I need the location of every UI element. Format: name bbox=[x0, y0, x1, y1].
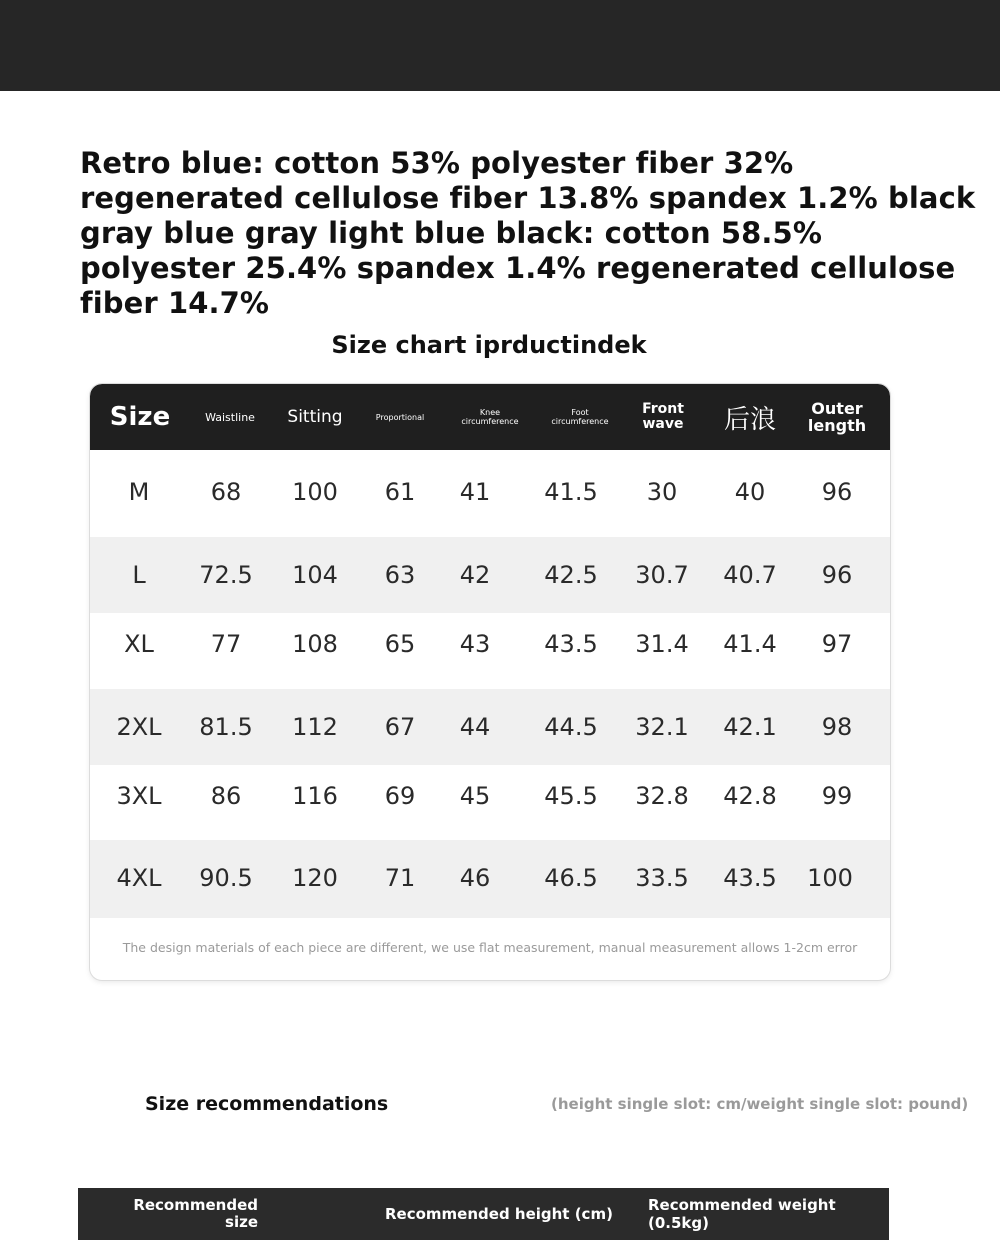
table-cell: 40.7 bbox=[723, 561, 777, 589]
table-cell: 69 bbox=[384, 782, 416, 810]
header-recommended-height: Recommended height (cm) bbox=[385, 1205, 613, 1223]
table-cell: 43.5 bbox=[544, 630, 598, 658]
table-cell: 44 bbox=[459, 713, 491, 741]
size-cell: 2XL bbox=[116, 713, 162, 741]
table-cell: 99 bbox=[821, 782, 853, 810]
table-cell: 32.1 bbox=[635, 713, 689, 741]
header-waistline: Waistline bbox=[205, 410, 255, 424]
table-cell: 112 bbox=[292, 713, 338, 741]
table-cell: 45.5 bbox=[544, 782, 598, 810]
table-row bbox=[90, 758, 890, 834]
table-cell: 30.7 bbox=[635, 561, 689, 589]
table-row bbox=[90, 606, 890, 682]
table-cell: 63 bbox=[384, 561, 416, 589]
table-cell: 42 bbox=[459, 561, 491, 589]
table-cell: 96 bbox=[821, 478, 853, 506]
table-cell: 120 bbox=[292, 864, 338, 892]
recommendation-table-header bbox=[78, 1188, 889, 1240]
table-cell: 41.5 bbox=[544, 478, 598, 506]
table-cell: 41.4 bbox=[723, 630, 777, 658]
size-chart-header bbox=[90, 384, 890, 450]
size-cell: 4XL bbox=[116, 864, 162, 892]
table-cell: 98 bbox=[821, 713, 853, 741]
table-cell: 43.5 bbox=[723, 864, 777, 892]
header-back-wave: 后浪 bbox=[723, 404, 776, 435]
header-front-wave: Front wave bbox=[642, 401, 684, 432]
table-cell: 100 bbox=[807, 864, 853, 892]
header-recommended-size: Recommended size bbox=[133, 1196, 258, 1231]
table-cell: 108 bbox=[292, 630, 338, 658]
table-row bbox=[90, 454, 890, 530]
table-cell: 97 bbox=[821, 630, 853, 658]
table-row bbox=[90, 840, 890, 918]
size-chart-card bbox=[90, 384, 890, 980]
size-cell: L bbox=[132, 561, 146, 589]
size-cell: 3XL bbox=[116, 782, 162, 810]
table-cell: 42.5 bbox=[544, 561, 598, 589]
table-cell: 43 bbox=[459, 630, 491, 658]
size-chart-title: Size chart iprductindek bbox=[331, 331, 647, 359]
table-cell: 46.5 bbox=[544, 864, 598, 892]
table-cell: 72.5 bbox=[199, 561, 253, 589]
top-dark-banner bbox=[0, 0, 1000, 91]
header-knee-circumference: Knee circumference bbox=[461, 408, 519, 426]
table-cell: 45 bbox=[459, 782, 491, 810]
table-cell: 77 bbox=[210, 630, 242, 658]
header-outer-length: Outer length bbox=[807, 399, 867, 435]
table-cell: 30 bbox=[646, 478, 678, 506]
table-cell: 90.5 bbox=[199, 864, 253, 892]
table-cell: 71 bbox=[384, 864, 416, 892]
table-cell: 42.1 bbox=[723, 713, 777, 741]
table-cell: 67 bbox=[384, 713, 416, 741]
table-cell: 86 bbox=[210, 782, 242, 810]
table-cell: 96 bbox=[821, 561, 853, 589]
table-cell: 31.4 bbox=[635, 630, 689, 658]
table-row bbox=[90, 537, 890, 613]
table-row bbox=[90, 689, 890, 765]
header-size: Size bbox=[109, 402, 171, 432]
table-cell: 33.5 bbox=[635, 864, 689, 892]
table-cell: 104 bbox=[292, 561, 338, 589]
table-cell: 116 bbox=[292, 782, 338, 810]
size-cell: M bbox=[128, 478, 150, 506]
table-cell: 44.5 bbox=[544, 713, 598, 741]
size-cell: XL bbox=[124, 630, 154, 658]
table-cell: 68 bbox=[210, 478, 242, 506]
table-cell: 81.5 bbox=[199, 713, 253, 741]
size-recommendations-title: Size recommendations bbox=[145, 1093, 389, 1115]
table-cell: 41 bbox=[459, 478, 491, 506]
table-cell: 65 bbox=[384, 630, 416, 658]
table-cell: 42.8 bbox=[723, 782, 777, 810]
unit-note: (height single slot: cm/weight single slot: pound) bbox=[551, 1095, 969, 1113]
measurement-note: The design materials of each piece are different, we use flat measurement, manual measurement allows 1-2cm error bbox=[122, 940, 858, 955]
table-cell: 61 bbox=[384, 478, 416, 506]
material-composition-text: Retro blue: cotton 53% polyester fiber 32% regenerated cellulose fiber 13.8% spandex 1.2% black gray blue gray light blue black: cotton 58.5% polyester 25.4% spandex 1.4% regenerated cellulose fiber 14.7% bbox=[80, 146, 976, 320]
header-sitting: Sitting bbox=[287, 407, 343, 427]
table-cell: 46 bbox=[459, 864, 491, 892]
table-cell: 100 bbox=[292, 478, 338, 506]
header-foot-circumference: Foot circumference bbox=[551, 408, 609, 426]
header-recommended-weight: Recommended weight (0.5kg) bbox=[648, 1196, 836, 1232]
table-cell: 40 bbox=[734, 478, 766, 506]
header-proportional: Proportional bbox=[375, 412, 425, 422]
table-cell: 32.8 bbox=[635, 782, 689, 810]
